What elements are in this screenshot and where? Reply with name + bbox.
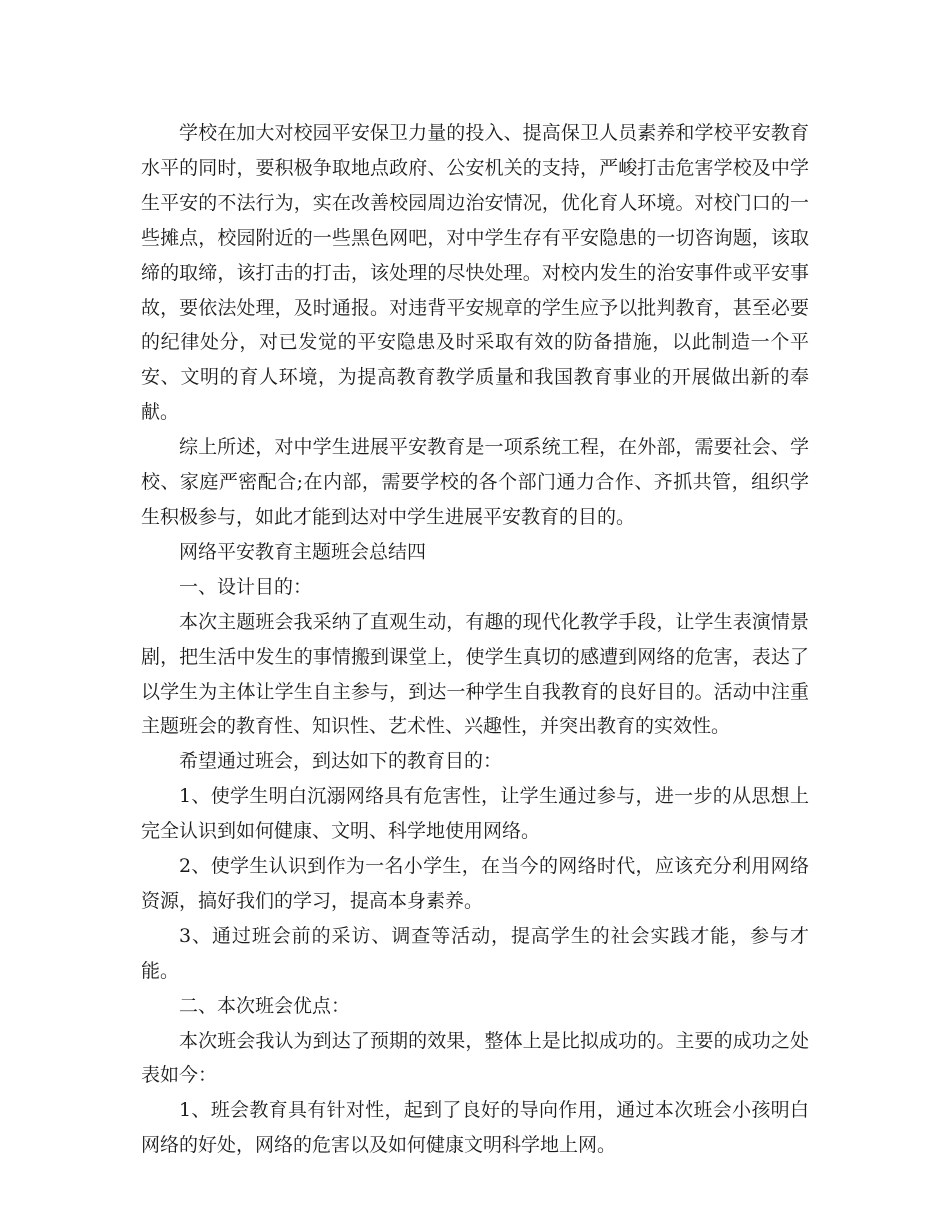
section-title: 网络平安教育主题班会总结四 <box>179 540 427 563</box>
paragraph-summary: 综上所述，对中学生进展平安教育是一项系统工程，在外部，需要社会、学校、家庭严密配合;在内部，需要学校的各个部门通力合作、齐抓共管，组织学生积极参与，如此才能到达对中学生进展平安教育的目的。 <box>141 436 809 528</box>
paragraph-advantages-intro: 本次班会我认为到达了预期的效果，整体上是比拟成功的。主要的成功之处表如今： <box>141 1029 809 1087</box>
paragraph-goals-intro: 希望通过班会，到达如下的教育目的： <box>179 750 503 773</box>
paragraph-design-purpose: 本次主题班会我采纳了直观生动，有趣的现代化教学手段，让学生表演情景剧，把生活中发生的事情搬到课堂上，使学生真切的感遭到网络的危害，表达了以学生为主体让学生自主参与，到达一种学生自我教育的良好目的。活动中注重主题班会的教育性、知识性、艺术性、兴趣性，并突出教育的实效性。 <box>141 610 809 738</box>
list-item-advantage-1: 1、班会教育具有针对性，起到了良好的导向作用，通过本次班会小孩明白网络的好处，网络的危害以及如何健康文明科学地上网。 <box>141 1099 809 1157</box>
list-item-goal-1: 1、使学生明白沉溺网络具有危害性，让学生通过参与，进一步的从思想上完全认识到如何健康、文明、科学地使用网络。 <box>141 785 809 843</box>
list-item-goal-2: 2、使学生认识到作为一名小学生，在当今的网络时代，应该充分利用网络资源，搞好我们的学习，提高本身素养。 <box>141 855 809 912</box>
heading-design-purpose: 一、设计目的： <box>179 575 313 598</box>
paragraph-campus-safety: 学校在加大对校园平安保卫力量的投入、提高保卫人员素养和学校平安教育水平的同时，要积极争取地点政府、公安机关的支持，严峻打击危害学校及中学生平安的不法行为，实在改善校园周边治安情况，优化育人环境。对校门口的一些摊点，校园附近的一些黑色网吧，对中学生存有平安隐患的一切咨询题，该取缔的取缔，该打击的打击，该处理的尽快处理。对校内发生的治安事件或平安事故，要依法处理，及时通报。对违背平安规章的学生应予以批判教育，甚至必要的纪律处分，对已发觉的平安隐患及时采取有效的防备措施，以此制造一个平安、文明的育人环境，为提高教育教学质量和我国教育事业的开展做出新的奉献。 <box>141 122 809 424</box>
document-body <box>141 116 809 1163</box>
list-item-goal-3: 3、通过班会前的采访、调查等活动，提高学生的社会实践才能，参与才能。 <box>141 924 809 982</box>
heading-advantages: 二、本次班会优点： <box>179 994 351 1017</box>
